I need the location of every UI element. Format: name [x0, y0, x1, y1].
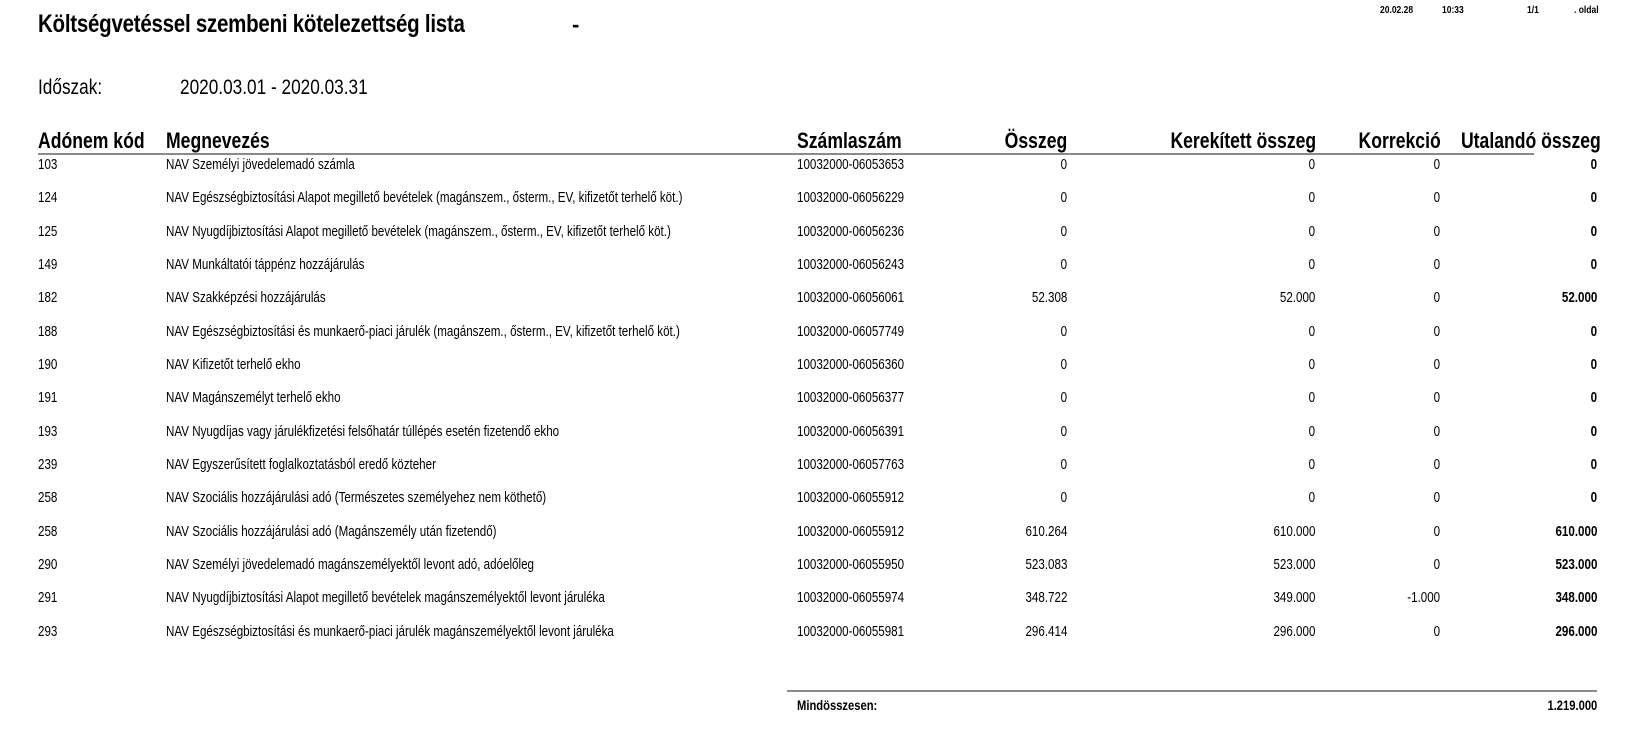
cell-rounded: 0	[1308, 257, 1315, 273]
cell-correction: 0	[1433, 190, 1440, 206]
cell-rounded: 610.000	[1273, 524, 1315, 540]
cell-amount: 0	[1060, 257, 1067, 273]
cell-amount: 296.414	[1025, 624, 1067, 640]
cell-payable: 52.000	[1561, 290, 1597, 306]
cell-name: NAV Nyugdíjbiztosítási Alapot megillető bevételek (magánszem., ősterm., EV, kifizetőt terhelő köt.)	[166, 224, 671, 240]
cell-name: NAV Szociális hozzájárulási adó (Magánszemély után fizetendő)	[166, 524, 497, 540]
cell-amount: 0	[1060, 324, 1067, 340]
table-row	[0, 424, 1629, 446]
cell-account: 10032000-06056061	[797, 290, 905, 306]
table-row	[0, 590, 1629, 612]
table-row	[0, 390, 1629, 412]
table-row	[0, 357, 1629, 379]
col-account: Számlaszám	[797, 128, 902, 153]
print-date: 20.02.28	[1380, 5, 1414, 16]
cell-rounded: 0	[1308, 224, 1315, 240]
cell-rounded: 296.000	[1273, 624, 1315, 640]
cell-amount: 0	[1060, 224, 1067, 240]
cell-code: 190	[38, 357, 58, 373]
cell-account: 10032000-06055912	[797, 490, 905, 506]
cell-code: 103	[38, 157, 58, 173]
cell-rounded: 52.000	[1279, 290, 1315, 306]
cell-code: 290	[38, 557, 58, 573]
table-row	[0, 157, 1629, 179]
cell-account: 10032000-06055981	[797, 624, 905, 640]
cell-amount: 0	[1060, 357, 1067, 373]
cell-name: NAV Munkáltatói táppénz hozzájárulás	[166, 257, 365, 273]
cell-account: 10032000-06056377	[797, 390, 905, 406]
page-title: Költségvetéssel szembeni kötelezettség lista	[38, 10, 465, 38]
cell-code: 125	[38, 224, 58, 240]
cell-payable: 348.000	[1555, 590, 1597, 606]
table-row	[0, 490, 1629, 512]
cell-rounded: 0	[1308, 324, 1315, 340]
period-label: Időszak:	[38, 76, 103, 99]
cell-payable: 0	[1590, 457, 1597, 473]
col-correction: Korrekció	[1358, 128, 1441, 153]
cell-account: 10032000-06056391	[797, 424, 905, 440]
cell-name: NAV Egyszerűsített foglalkoztatásból eredő közteher	[166, 457, 436, 473]
cell-name: NAV Egészségbiztosítási Alapot megillető bevételek (magánszem., ősterm., EV, kifizetőt terhelő köt.)	[166, 190, 683, 206]
table-row	[0, 324, 1629, 346]
cell-rounded: 0	[1308, 157, 1315, 173]
cell-code: 149	[38, 257, 58, 273]
cell-rounded: 0	[1308, 457, 1315, 473]
cell-account: 10032000-06056229	[797, 190, 905, 206]
cell-payable: 0	[1590, 324, 1597, 340]
cell-name: NAV Kifizetőt terhelő ekho	[166, 357, 301, 373]
cell-correction: 0	[1433, 357, 1440, 373]
cell-code: 124	[38, 190, 58, 206]
cell-name: NAV Szociális hozzájárulási adó (Természetes személyehez nem köthető)	[166, 490, 547, 506]
cell-correction: 0	[1433, 390, 1440, 406]
cell-payable: 0	[1590, 190, 1597, 206]
table-row	[0, 524, 1629, 546]
cell-correction: 0	[1433, 157, 1440, 173]
cell-code: 191	[38, 390, 58, 406]
cell-code: 193	[38, 424, 58, 440]
cell-payable: 296.000	[1555, 624, 1597, 640]
page-suffix: . oldal	[1574, 5, 1599, 16]
total-divider	[787, 690, 1597, 692]
table-row	[0, 290, 1629, 312]
cell-account: 10032000-06055950	[797, 557, 905, 573]
cell-amount: 52.308	[1031, 290, 1067, 306]
cell-payable: 0	[1590, 490, 1597, 506]
cell-code: 258	[38, 490, 58, 506]
cell-correction: 0	[1433, 457, 1440, 473]
cell-account: 10032000-06056360	[797, 357, 905, 373]
cell-name: NAV Egészségbiztosítási és munkaerő-piaci járulék magánszemélyektől levont járuléka	[166, 624, 614, 640]
print-time: 10:33	[1442, 5, 1464, 16]
cell-payable: 0	[1590, 157, 1597, 173]
cell-account: 10032000-06057749	[797, 324, 905, 340]
table-row	[0, 557, 1629, 579]
col-payable: Utalandó összeg	[1461, 128, 1601, 153]
cell-code: 239	[38, 457, 58, 473]
cell-account: 10032000-06055912	[797, 524, 905, 540]
cell-name: NAV Szakképzési hozzájárulás	[166, 290, 326, 306]
total-value: 1.219.000	[1547, 697, 1597, 713]
cell-amount: 0	[1060, 190, 1067, 206]
cell-correction: 0	[1433, 524, 1440, 540]
cell-amount: 523.083	[1025, 557, 1067, 573]
cell-code: 182	[38, 290, 58, 306]
cell-payable: 0	[1590, 357, 1597, 373]
cell-amount: 0	[1060, 457, 1067, 473]
table-row	[0, 224, 1629, 246]
cell-amount: 610.264	[1025, 524, 1067, 540]
table-row	[0, 624, 1629, 646]
cell-account: 10032000-06056243	[797, 257, 905, 273]
cell-rounded: 349.000	[1273, 590, 1315, 606]
table-row	[0, 190, 1629, 212]
cell-rounded: 0	[1308, 357, 1315, 373]
cell-rounded: 0	[1308, 390, 1315, 406]
cell-payable: 0	[1590, 224, 1597, 240]
cell-amount: 0	[1060, 424, 1067, 440]
col-name: Megnevezés	[166, 128, 270, 153]
cell-account: 10032000-06057763	[797, 457, 905, 473]
header-divider	[38, 153, 1534, 155]
col-amount: Összeg	[1004, 128, 1067, 153]
cell-name: NAV Nyugdíjbiztosítási Alapot megillető bevételek magánszemélyektől levont járuléka	[166, 590, 605, 606]
cell-correction: 0	[1433, 557, 1440, 573]
period-value: 2020.03.01 - 2020.03.31	[180, 76, 368, 99]
cell-payable: 0	[1590, 390, 1597, 406]
cell-payable: 610.000	[1555, 524, 1597, 540]
table-row	[0, 457, 1629, 479]
cell-payable: 523.000	[1555, 557, 1597, 573]
cell-amount: 348.722	[1025, 590, 1067, 606]
cell-correction: 0	[1433, 224, 1440, 240]
cell-code: 293	[38, 624, 58, 640]
cell-rounded: 0	[1308, 424, 1315, 440]
cell-correction: 0	[1433, 424, 1440, 440]
cell-amount: 0	[1060, 157, 1067, 173]
cell-account: 10032000-06053653	[797, 157, 905, 173]
cell-name: NAV Személyi jövedelemadó magánszemélyektől levont adó, adóelőleg	[166, 557, 534, 573]
cell-rounded: 0	[1308, 190, 1315, 206]
cell-amount: 0	[1060, 490, 1067, 506]
total-label: Mindösszesen:	[797, 697, 878, 713]
cell-name: NAV Személyi jövedelemadó számla	[166, 157, 355, 173]
cell-correction: 0	[1433, 257, 1440, 273]
page-number: 1/1	[1527, 5, 1539, 16]
cell-payable: 0	[1590, 424, 1597, 440]
cell-code: 258	[38, 524, 58, 540]
cell-account: 10032000-06055974	[797, 590, 905, 606]
cell-correction: 0	[1433, 490, 1440, 506]
cell-payable: 0	[1590, 257, 1597, 273]
cell-correction: 0	[1433, 290, 1440, 306]
cell-name: NAV Nyugdíjas vagy járulékfizetési felsőhatár túllépés esetén fizetendő ekho	[166, 424, 560, 440]
cell-code: 291	[38, 590, 58, 606]
cell-correction: 0	[1433, 324, 1440, 340]
cell-name: NAV Magánszemélyt terhelő ekho	[166, 390, 341, 406]
cell-name: NAV Egészségbiztosítási és munkaerő-piaci járulék (magánszem., ősterm., EV, kifizetőt terhelő köt.)	[166, 324, 680, 340]
cell-code: 188	[38, 324, 58, 340]
col-rounded: Kerekített összeg	[1170, 128, 1316, 153]
title-suffix: -	[572, 12, 580, 37]
cell-account: 10032000-06056236	[797, 224, 905, 240]
cell-rounded: 0	[1308, 490, 1315, 506]
cell-amount: 0	[1060, 390, 1067, 406]
cell-rounded: 523.000	[1273, 557, 1315, 573]
cell-correction: 0	[1433, 624, 1440, 640]
col-code: Adónem kód	[38, 128, 145, 153]
table-row	[0, 257, 1629, 279]
cell-correction: -1.000	[1407, 590, 1440, 606]
